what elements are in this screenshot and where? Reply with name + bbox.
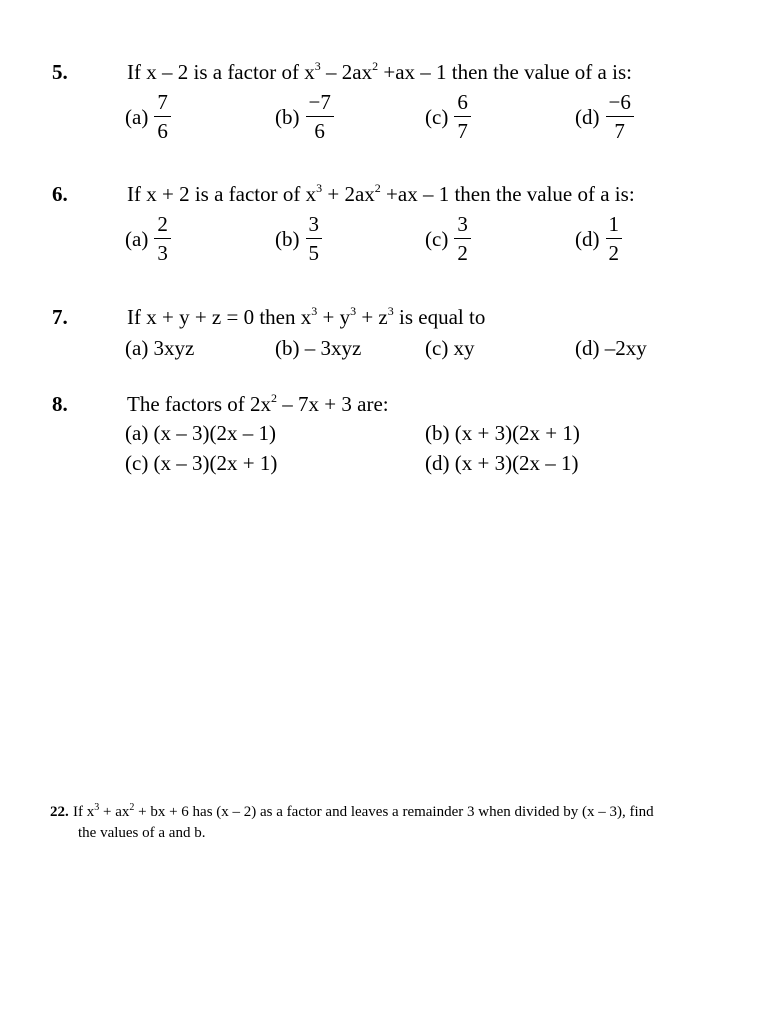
question-stem: The factors of $2x^2 - 7x + 3$ are: [127, 391, 389, 416]
question-number: 6. [52, 182, 68, 206]
option-a[interactable]: (a) $\frac{2}{3}$ [125, 214, 171, 264]
question-number: 8. [52, 392, 68, 416]
option-a[interactable]: (a) (x – 3)(2x – 1) [125, 421, 277, 445]
option-b[interactable]: (b) $\frac{-7}{6}$ [275, 92, 334, 142]
option-d[interactable]: (d) (x + 3)(2x – 1) [425, 451, 579, 475]
fraction: $\frac{3}{5}$ [306, 214, 323, 264]
option-b[interactable]: (b) – 3xyz [275, 336, 362, 360]
option-c[interactable]: (c) $\frac{6}{7}$ [425, 92, 471, 142]
fraction: $\frac{-7}{6}$ [306, 92, 334, 142]
option-a[interactable]: (a) 3xyz [125, 336, 195, 360]
option-d[interactable]: (d) –2xy [575, 336, 647, 360]
fraction: $\frac{7}{6}$ [154, 92, 171, 142]
fraction: $\frac{-6}{7}$ [606, 92, 634, 142]
fraction: $\frac{3}{2}$ [454, 214, 471, 264]
option-d[interactable]: (d) $\frac{-6}{7}$ [575, 92, 634, 142]
option-c[interactable]: (c) $\frac{3}{2}$ [425, 214, 471, 264]
option-b[interactable]: (b) (x + 3)(2x + 1) [425, 421, 580, 445]
question-stem: If x + y + z = 0 then $x^3 + y^3 + z^3$ is equal to [127, 304, 486, 329]
question-text-line-1: If $x^3 + ax^2$ + bx + 6 has (x – 2) as a factor and leaves a remainder 3 when divided by (x – 3), find [73, 802, 654, 820]
option-b[interactable]: (b) $\frac{3}{5}$ [275, 214, 322, 264]
question-number: 7. [52, 305, 68, 329]
option-d[interactable]: (d) $\frac{1}{2}$ [575, 214, 622, 264]
question-number: 22. [50, 804, 69, 820]
option-a[interactable]: (a) $\frac{7}{6}$ [125, 92, 171, 142]
option-c[interactable]: (c) xy [425, 336, 475, 360]
fraction: $\frac{1}{2}$ [606, 214, 623, 264]
question-text-line-2: the values of a and b. [78, 825, 206, 841]
fraction: $\frac{2}{3}$ [154, 214, 171, 264]
question-number: 5. [52, 60, 68, 84]
option-c[interactable]: (c) (x – 3)(2x + 1) [125, 451, 278, 475]
question-stem: If x – 2 is a factor of $x^3 - 2ax^2 +ax - 1$ then the value of a is: [127, 59, 632, 84]
question-stem: If x + 2 is a factor of $x^3 + 2ax^2 +ax - 1$ then the value of a is: [127, 181, 635, 206]
fraction: $\frac{6}{7}$ [454, 92, 471, 142]
